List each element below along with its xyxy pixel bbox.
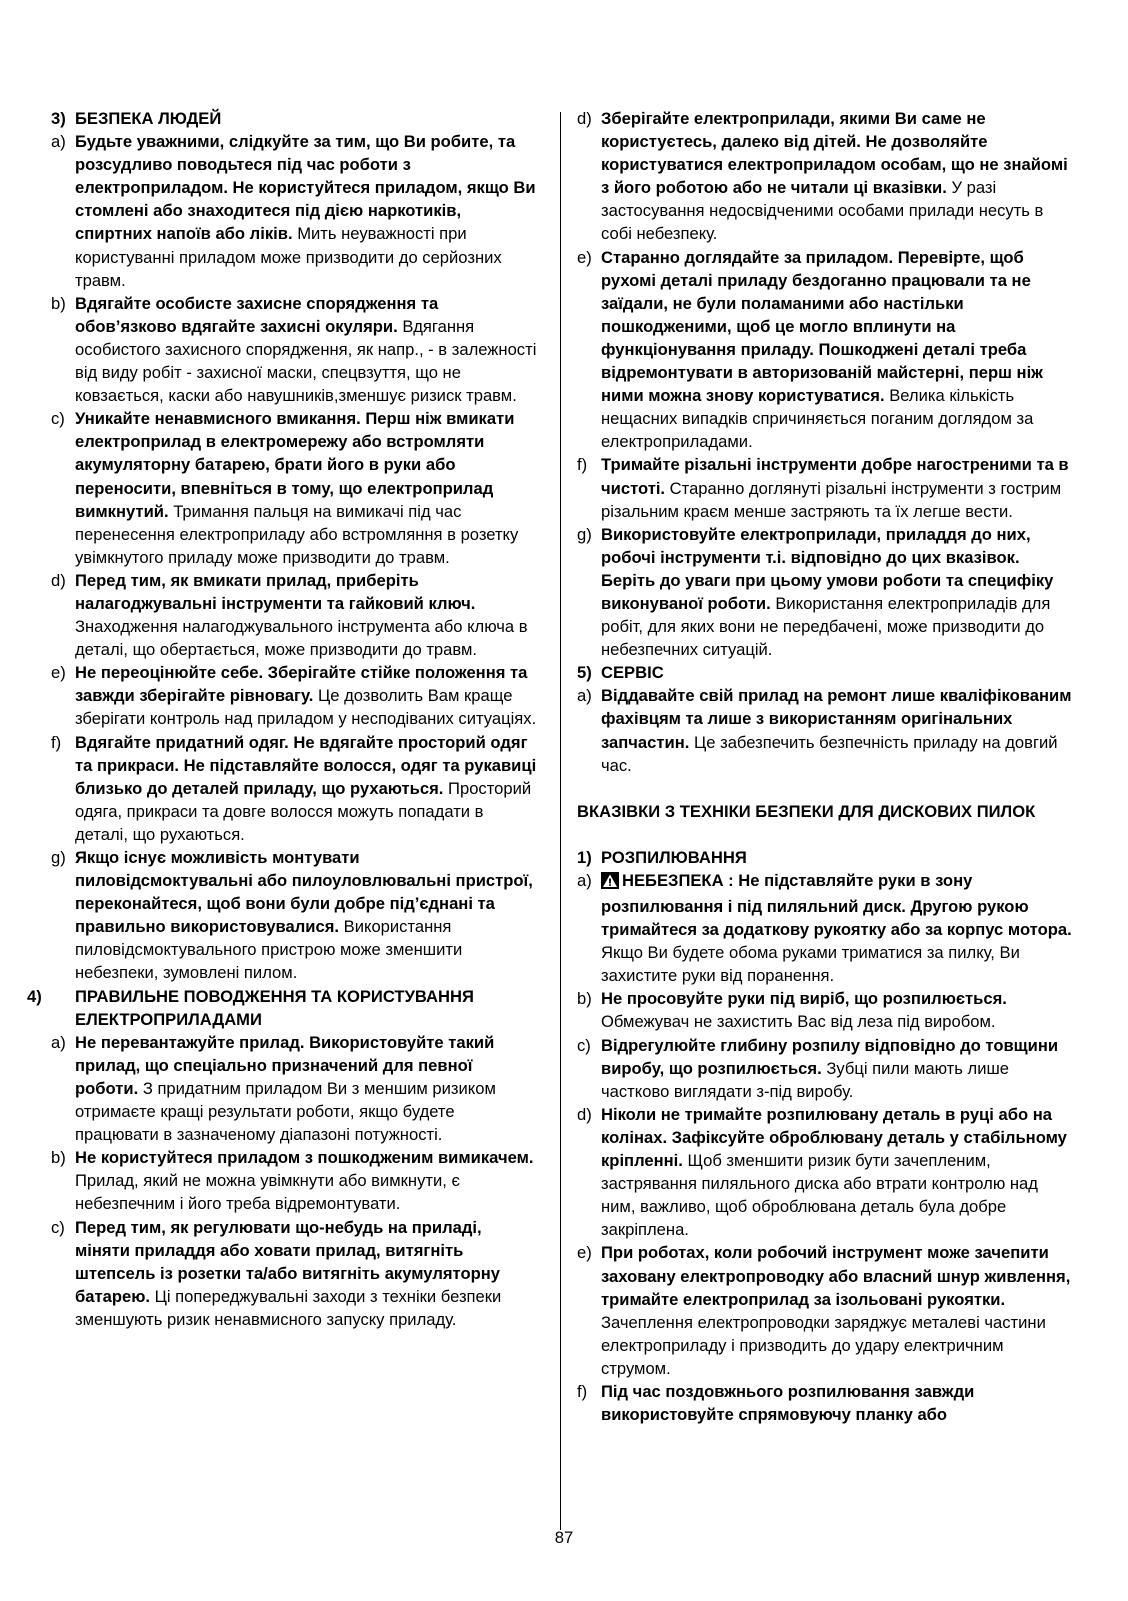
list-item [577,453,1077,522]
warning-triangle-icon [601,872,619,895]
item-text: Це дозволить Вам краще зберігати контроль над приладом у несподіваних ситуаціях. [75,686,537,729]
item-letter: a) [51,132,66,152]
column-divider [560,112,561,1530]
spacer [577,777,1077,800]
item-text: Ці попереджувальні заходи з техніки безпеки зменшують ризик ненавмисного запуску приладу. [75,1286,502,1329]
item-bold-text: Старанно доглядайте за приладом. Перевірте, щоб рухомі деталі приладу бездоганно працювали та не заїдали, не були поламаними або настільки пошкодженими, щоб це могло вплинути на функціонування приладу. Пошкоджені деталі треба відремонтувати в авторизованій майстерні, перш ніж ними можна знову користуватися. [601,247,1043,406]
item-text: У разі застосування недосвідченими особами прилади несуть в собі небезпеку. [601,178,1044,244]
item-bold-text: Зберігайте електроприлади, якими Ви саме не користуєтесь, далеко від дітей. Не дозволяйте користуватися електроприладом особам, що не знайомі з його роботою або не читали ці вказівки. [601,109,1068,198]
item-text: Мить неуважності при користуванні приладом може призводити до серйозних травм. [75,224,502,290]
section-number: 1) [577,847,592,867]
item-letter: f) [51,732,62,752]
item-bold-text: Якщо існує можливість монтувати пиловідсмоктувальні або пилоуловлювальні пристрої, переконайтеся, щоб вони були добре під’єднані та правильно використовувалися. [75,848,533,937]
section-5-heading [577,661,1077,684]
item-letter: a) [51,1032,66,1052]
saw-safety-heading: ВКАЗІВКИ З ТЕХНІКИ БЕЗПЕКИ ДЛЯ ДИСКОВИХ ПИЛОК [577,801,1036,821]
list-item [51,130,539,292]
item-letter: b) [577,989,592,1009]
page-number: 87 [554,1528,574,1547]
spacer [577,823,1077,846]
item-bold-text: НЕБЕЗПЕКА : Не підставляйте руки в зону розпилювання і під пиляльний диск. Другою рукою тримайтеся за додаткову рукоятку або за корпус мотора. [601,870,1072,940]
item-bold-text: Не просовуйте руки під виріб, що розпилюється. [601,989,1007,1009]
item-letter: a) [577,686,592,706]
list-item [577,869,1077,987]
item-bold-text: Ніколи не тримайте розпилювану деталь в руці або на колінах. Зафіксуйте оброблювану деталь у стабільному кріпленні. [601,1104,1067,1171]
item-letter: c) [51,1217,65,1237]
item-text: Використання електроприладів для робіт, для яких вони не передбачені, може призводити до небезпечних ситуацій. [601,593,1051,660]
item-text: Просторий одяга, прикраси та довге волосся можуть попадати в деталі, що рухаються. [75,778,532,844]
item-bold-text: Не переоцінюйте себе. Зберігайте стійке положення та завжди зберігайте рівновагу. [75,663,528,706]
item-letter: e) [51,663,66,683]
list-item [577,107,1077,246]
item-text: Це забезпечить безпечність приладу на довгий час. [601,732,1058,775]
item-letter: d) [51,570,66,590]
item-bold-text: Віддавайте свій прилад на ремонт лише кваліфікованим фахівцям та лише з використанням оригінальних запчастин. [601,686,1072,752]
item-bold-text: Не перевантажуйте прилад. Використовуйте такий прилад, що спеціально призначений для певної роботи. [75,1032,495,1098]
list-item [51,731,539,846]
item-letter: d) [577,1104,592,1124]
list-item [51,1031,539,1146]
item-text: Вдягання особистого захисного спорядження, як напр., - в залежності від виду робіт - захисної маски, спецвзуття, що не ковзається, каски або навушників,зменшує ризиск травм. [75,316,537,406]
list-item [577,1034,1077,1103]
item-text: Знаходження налагоджувального інструмента або ключа в деталі, що обертається, може призводити до травм. [75,617,528,660]
list-item [51,1146,539,1215]
section-title: СЕРВІС [601,663,664,683]
item-bold-text: Під час поздовжнього розпилювання завжди використовуйте спрямовуючу планку або [601,1381,975,1425]
section-number: 5) [577,663,592,683]
item-letter: b) [51,293,66,313]
item-text: З придатним приладом Ви з меншим ризиком отримаєте кращі результати роботи, якщо будете працювати в зазначеному діапазоні потужності. [75,1078,496,1145]
item-letter: b) [51,1148,66,1168]
item-letter: d) [577,109,592,128]
list-item [577,684,1077,776]
list-item [577,1241,1077,1380]
section-3-heading [51,107,539,130]
item-bold-text: Перед тим, як вмикати прилад, приберіть налагоджувальні інструменти та гайковий ключ. [75,570,476,613]
item-text: Зачеплення електропроводки заряджує металеві частини електроприладу і призводить до удару електричним струмом. [601,1312,1046,1378]
list-item [51,292,539,407]
item-letter: e) [577,247,592,267]
item-bold-text: Уникайте ненавмисного вмикання. Перш ніж вмикати електроприлад в електромережу або встромляти акумуляторну батарею, брати його в руки або переносити, впевніться в тому, що електроприлад вимкнутий. [75,409,515,521]
left-column [27,107,539,1331]
item-bold-text: При роботах, коли робочий інструмент може зачепити заховану електропроводку або власний шнур живлення, тримайте електроприлад за ізольовані рукоятки. [601,1243,1071,1309]
section-title: ПРАВИЛЬНЕ ПОВОДЖЕННЯ ТА КОРИСТУВАННЯ ЕЛЕКТРОПРИЛАДАМИ [75,986,474,1029]
item-text: Прилад, який не можна увімкнути або вимкнути, є небезпечним і його треба відремонтувати. [75,1171,460,1214]
item-bold-text: Тримайте різальні інструменти добре нагостреними та в чистоті. [601,455,1069,498]
item-text: Старанно доглянуті різальні інструменти з гострим різальним краєм менше застряють та їх легше вести. [601,478,1062,521]
item-text: Велика кількість нещасних випадків спричиняється поганим доглядом за електроприладами. [601,386,1034,452]
item-text: Щоб зменшити ризик бути зачепленим, застрявання пиляльного диска або втрати контролю над ним, важливо, щоб оброблювана деталь була добре закріплена. [601,1151,1038,1240]
section-title: БЕЗПЕКА ЛЮДЕЙ [75,109,222,128]
item-text: Тримання пальця на вимикачі під час перенесення електроприладу або встромляння в розетку увімкнутого приладу може призводити до травм. [75,501,519,567]
item-bold-text: Будьте уважними, слідкуйте за тим, що Ви робите, та розсудливо поводьтеся під час роботи з електроприладом. Не користуйтеся приладом, якщо Ви стомлені або знаходитеся під дією наркотиків, спиртних напоїв або ліків. [75,132,536,244]
item-letter: f) [577,1381,588,1401]
sawing-heading [577,846,1077,869]
list-item [51,661,539,730]
item-letter: f) [577,455,588,475]
item-bold-text: Не користуйтеся приладом з пошкодженим вимикачем. [75,1148,534,1168]
list-item [577,1103,1077,1242]
item-letter: g) [577,524,592,544]
list-item [51,846,539,985]
item-bold-text: Вдягайте особисте захисне спорядження та обов’язково вдягайте захисні окуляри. [75,293,439,336]
list-item [51,569,539,661]
item-bold-text: Перед тим, як регулювати що-небудь на приладі, міняти приладдя або ховати прилад, витягніть штепсель із розетки та/або витягніть акумуляторну батарею. [75,1217,500,1306]
item-bold-text: Вдягайте придатний одяг. Не вдягайте просторий одяг та прикраси. Не підставляйте волосся, одяг та рукавиці близько до деталей приладу, що рухаються. [75,732,537,798]
list-item [577,987,1077,1033]
list-item [577,1380,1077,1426]
section-title: РОЗПИЛЮВАННЯ [601,847,747,867]
item-bold-text: Використовуйте електроприлади, приладдя до них, робочі інструменти т.і. відповідно до цих вказівок. Беріть до уваги при цьому умови роботи та специфіку виконуваної роботи. [601,524,1054,613]
item-text: Якщо Ви будете обома руками триматися за пилку, Ви захистите руки від поранення. [601,943,1020,986]
item-text: Зубці пили мають лише частково виглядати з-під виробу. [601,1058,1010,1101]
item-letter: g) [51,848,66,867]
item-bold-text: Відрегулюйте глибину розпилу відповідно до товщини виробу, що розпилюється. [601,1035,1059,1078]
item-text: Використання пиловідсмоктувального пристрою може зменшити небезпеки, зумовлені пилом. [75,917,463,983]
item-letter: a) [577,870,592,890]
list-item [577,246,1077,454]
item-letter: e) [577,1243,592,1263]
item-letter: c) [577,1035,591,1055]
item-text: Обмежувач не захистить Вас від леза під виробом. [601,1012,996,1032]
section-number: 4) [27,986,42,1006]
item-letter: c) [51,409,65,429]
list-item [577,523,1077,662]
section-4-heading [27,985,539,1031]
list-item [51,1216,539,1331]
list-item [51,407,539,569]
right-column [577,107,1077,1426]
section-number: 3) [51,109,66,128]
